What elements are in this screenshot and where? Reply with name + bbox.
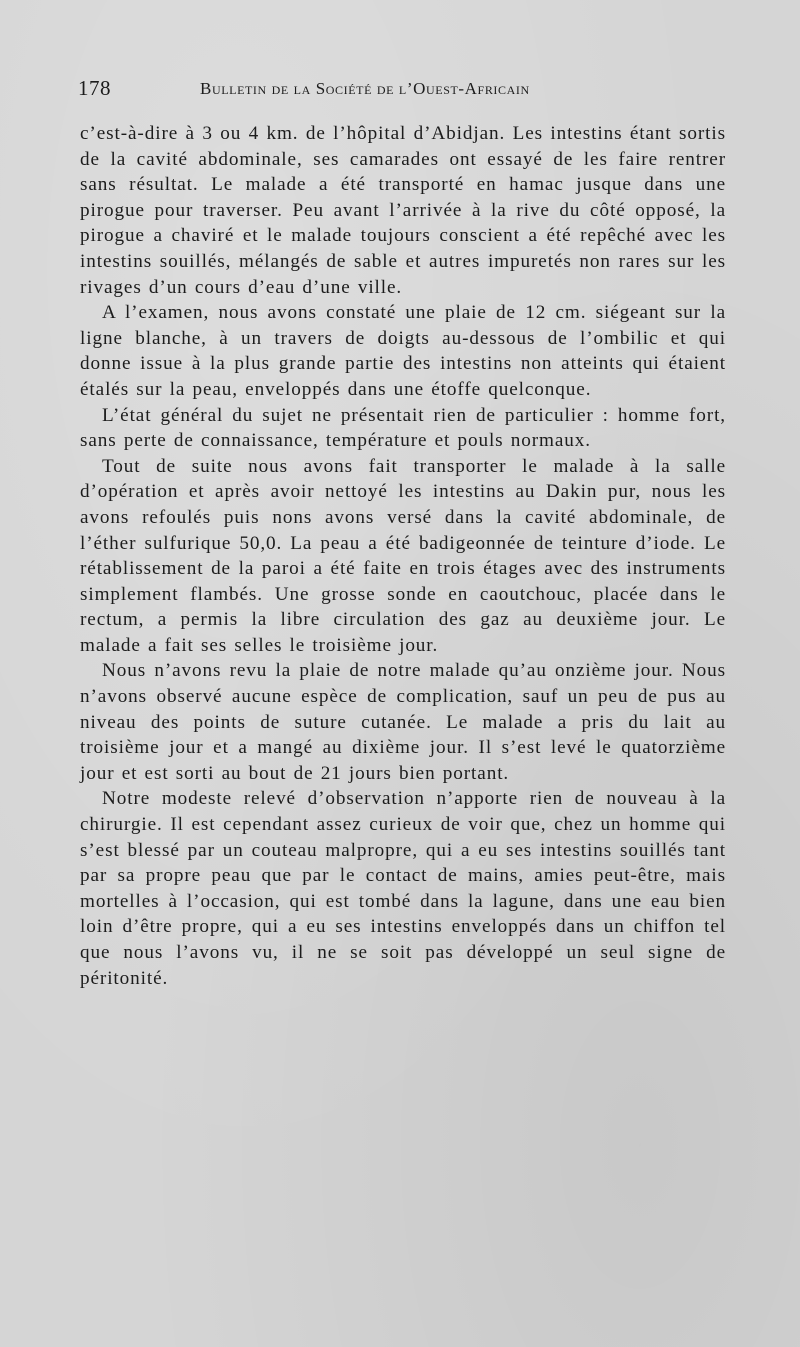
paragraph-6: Notre modeste relevé d’observation n’apporte rien de nouveau à la chirurgie. Il est cependant assez curieux de voir que, chez un homme qui s’est blessé par un couteau malpropre, qui a eu ses intestins souillés tant par sa propre peau que par le contact de mains, amies peut-être, mais mortelles à l’occasion, qui est tombé dans la lagune, dans une eau bien loin d’être propre, qui a eu ses intestins enveloppés dans un chiffon tel que nous l’avons vu, il ne se soit pas développé un seul signe de péritonité. [80,788,726,989]
article-body [80,121,726,991]
page-header [78,76,728,106]
paragraph-4: Tout de suite nous avons fait transporter le malade à la salle d’opération et après avoir nettoyé les intestins au Dakin pur, nous les avons refoulés puis nons avons versé dans la cavité abdominale, de l’éther sulfurique 50,0. La peau a été badigeonnée de teinture d’iode. Le rétablissement de la paroi a été faite en trois étages avec des instruments simplement flambés. Une grosse sonde en caoutchouc, placée dans le rectum, a permis la libre circulation des gaz au deuxième jour. Le malade a fait ses selles le troisième jour. [80,455,726,656]
page-number: 178 [78,76,111,100]
running-title: Bulletin de la Société de l’Ouest-Africain [200,79,530,98]
paragraph-5: Nous n’avons revu la plaie de notre malade qu’au onzième jour. Nous n’avons observé aucune espèce de complication, sauf un peu de pus au niveau des points de suture cutanée. Le malade a pris du lait au troisième jour et a mangé au dixième jour. Il s’est levé le quatorzième jour et est sorti au bout de 21 jours bien portant. [80,660,726,784]
paragraph-3: L’état général du sujet ne présentait rien de particulier : homme fort, sans perte de connaissance, température et pouls normaux. [80,404,726,452]
paragraph-1: c’est-à-dire à 3 ou 4 km. de l’hôpital d’Abidjan. Les intestins étant sortis de la cavité abdominale, ses camarades ont essayé de les faire rentrer sans résultat. Le malade a été transporté en hamac jusque dans une pirogue pour traverser. Peu avant l’arrivée à la rive du côté opposé, la pirogue a chaviré et le malade toujours conscient a été repêché avec les intestins souillés, mélangés de sable et autres impuretés non rares sur les rivages d’un cours d’eau d’une ville. [80,123,726,298]
paragraph-2: A l’examen, nous avons constaté une plaie de 12 cm. siégeant sur la ligne blanche, à un travers de doigts au-dessous de l’ombilic et qui donne issue à la plus grande partie des intestins non atteints qui étaient étalés sur la peau, enveloppés dans une étoffe quelconque. [80,302,726,400]
